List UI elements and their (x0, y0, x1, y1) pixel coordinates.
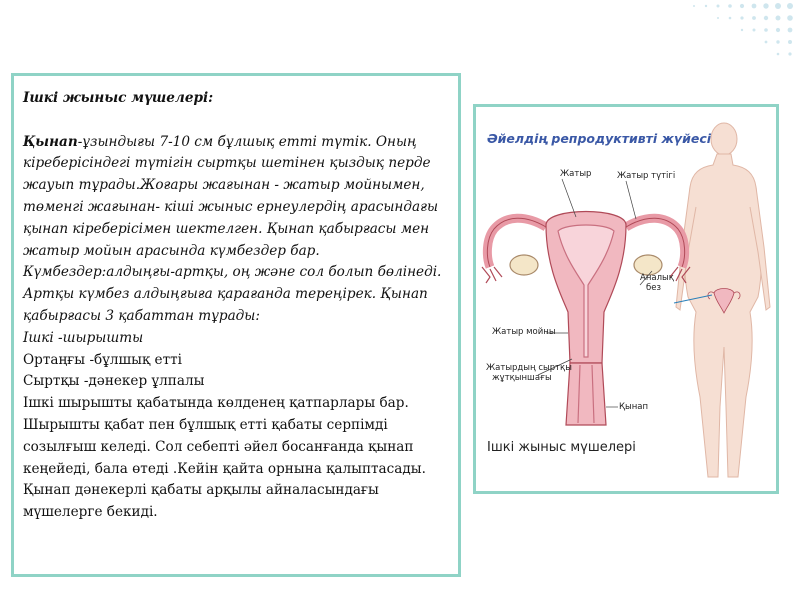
anatomy-figure (473, 104, 779, 494)
intro-term: Қынап (23, 133, 78, 150)
spacer (23, 110, 452, 132)
label-external-os-line1: Жатырдың сыртқы (486, 363, 572, 373)
label-cervix: Жатыр мойны (492, 327, 556, 337)
layer-item-outer: Сыртқы -дәнекер ұлпалы (23, 373, 205, 390)
intro-paragraph (23, 132, 452, 328)
layer-item-middle: Ортаңғы -бұлшық етті (23, 351, 182, 368)
second-paragraph: Ішкі шырышты қабатында көлденең қатпарлары бар. Шырышты қабат пен бұлшық етті қабаты серпімді созылғыш келеді. Сол себепті әйел босанғанда қынап кеңейеді, бала өтеді .Кейін қайта орнына қалыптасады. Қынап дәнекерлі қабаты арқылы айналасындағы мүшелерге бекиді. (23, 395, 426, 521)
label-external-os-line2: жұтқыншағы (492, 373, 552, 383)
label-vagina: Қынап (619, 402, 649, 412)
label-fallopian-tube: Жатыр түтігі (617, 171, 676, 181)
label-ovary-line1: Аналық (640, 273, 674, 283)
figure-title: Әйелдің репродуктивті жүйесі (487, 131, 712, 146)
section-heading: Ішкі жыныс мүшелері: (23, 90, 214, 106)
figure-caption: Ішкі жыныс мүшелері (487, 440, 636, 455)
text-panel (11, 73, 461, 577)
label-ovary-line2: без (646, 283, 661, 293)
corner-dot-decoration (540, 0, 800, 60)
label-uterus: Жатыр (560, 169, 592, 179)
layer-item-inner: Ішкі -шырышты (23, 329, 144, 346)
uterus-diagram (482, 212, 690, 426)
anatomy-illustration (476, 107, 776, 491)
intro-text: -ұзындығы 7-10 см бұлшық етті түтік. Оның кіреберісіндегі түтігін сыртқы шетінен қыздық перде жауып тұрады.Жоғары жағынан - жатыр мойнымен, төменгі жағынан- кіші жыныс ернеулердің арасындағы қынап кіреберісімен шектелген. Қынап қабырғасы мен жатыр мойын арасында күмбездер бар. Күмбездер:алдыңғы-артқы, оң және сол болып бөлінеді. Артқы күмбез алдыңғыға қарағанда тереңірек. Қынап қабырғасы 3 қабаттан тұрады: (23, 133, 442, 324)
